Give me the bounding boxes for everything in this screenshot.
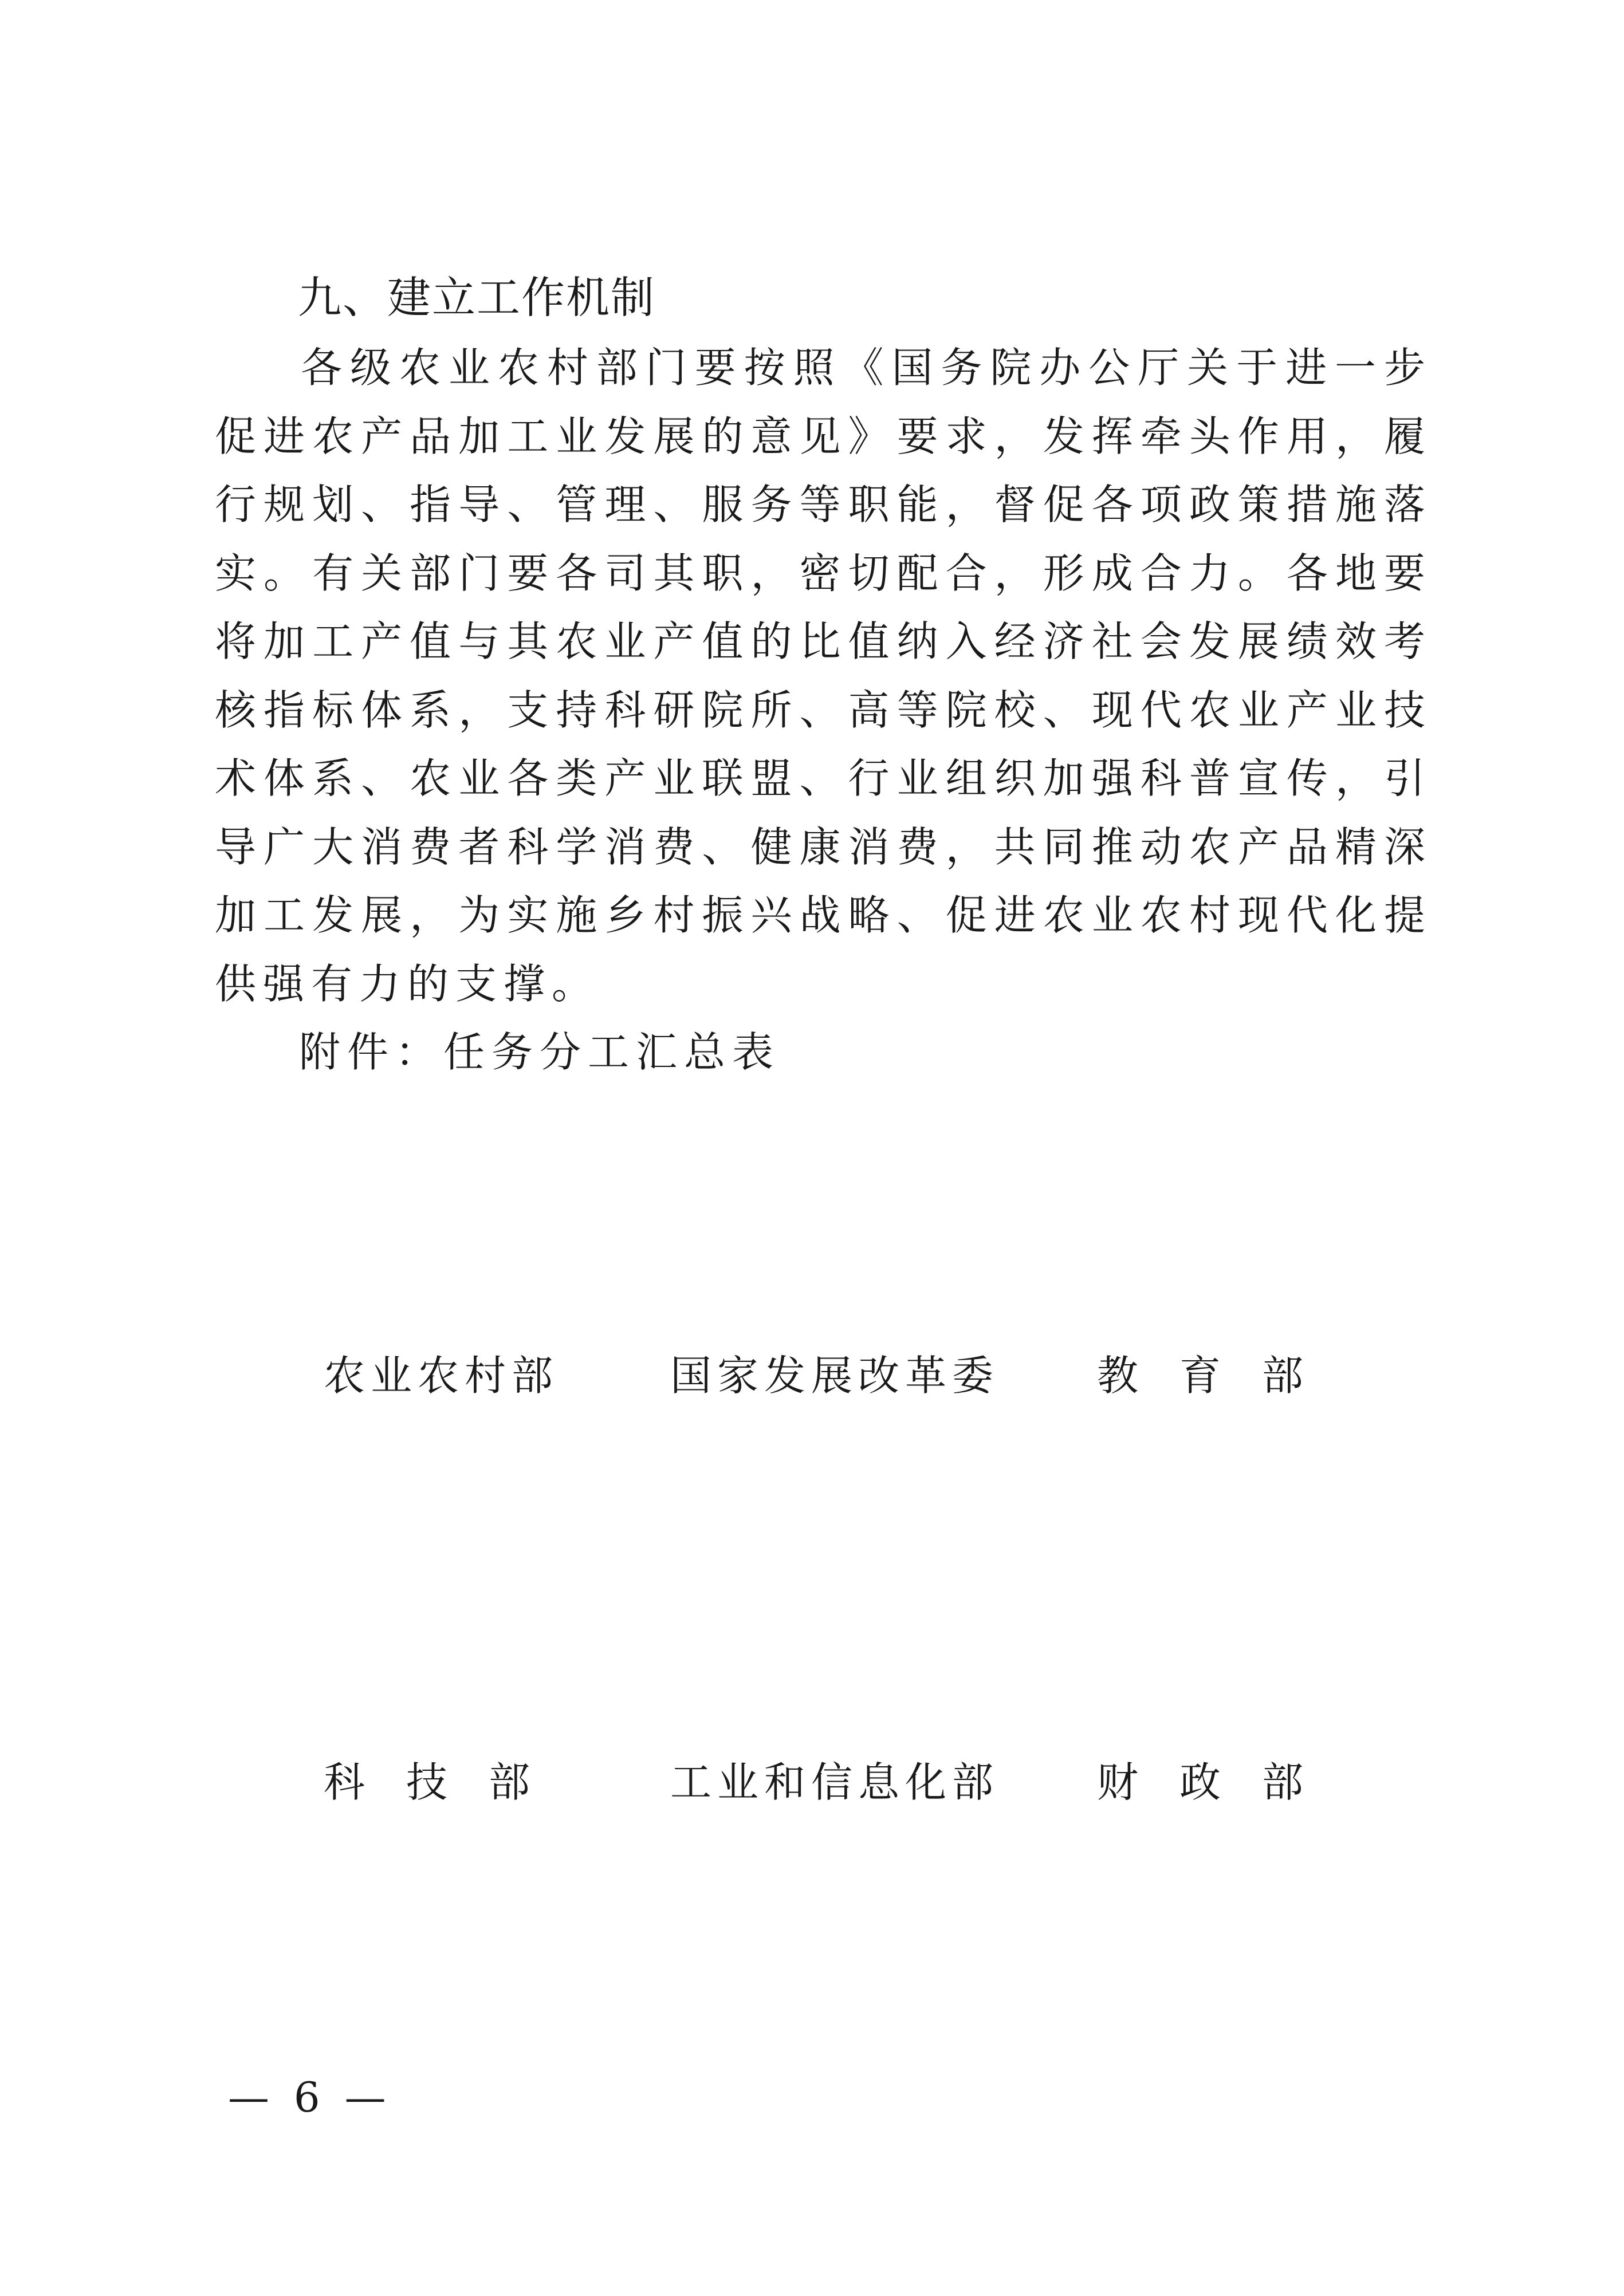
signatory-ndrc: 国家发展改革委	[670, 1352, 1000, 1400]
signatory-agriculture-ministry: 农业农村部	[324, 1352, 559, 1400]
page-number: — 6 —	[228, 2073, 392, 2121]
signatory-science-ministry: 科技部	[324, 1758, 572, 1806]
signatory-education-ministry: 教育部	[1097, 1352, 1345, 1400]
section-paragraph: 各级农业农村部门要按照《国务院办公厅关于进一步促进农产品加工业发展的意见》要求，发挥牵头作用，履行规划、指导、管理、服务等职能，督促各项政策措施落实。有关部门要各司其职，密切配合，形成合力。各地要将加工产值与其农业产值的比值纳入经济社会发展绩效考核指标体系，支持科研院所、高等院校、现代农业产业技术体系、农业各类产业联盟、行业组织加强科普宣传，引导广大消费者科学消费、健康消费，共同推动农产品精深加工发展，为实施乡村振兴战略、促进农业农村现代化提供强有力的支撑。	[215, 344, 1432, 1008]
section-heading: 九、建立工作机制	[298, 272, 655, 323]
signatory-finance-ministry: 财政部	[1097, 1758, 1345, 1806]
signatory-miit: 工业和信息化部	[670, 1758, 1000, 1806]
attachment-line: 附件：任务分工汇总表	[299, 1028, 781, 1076]
